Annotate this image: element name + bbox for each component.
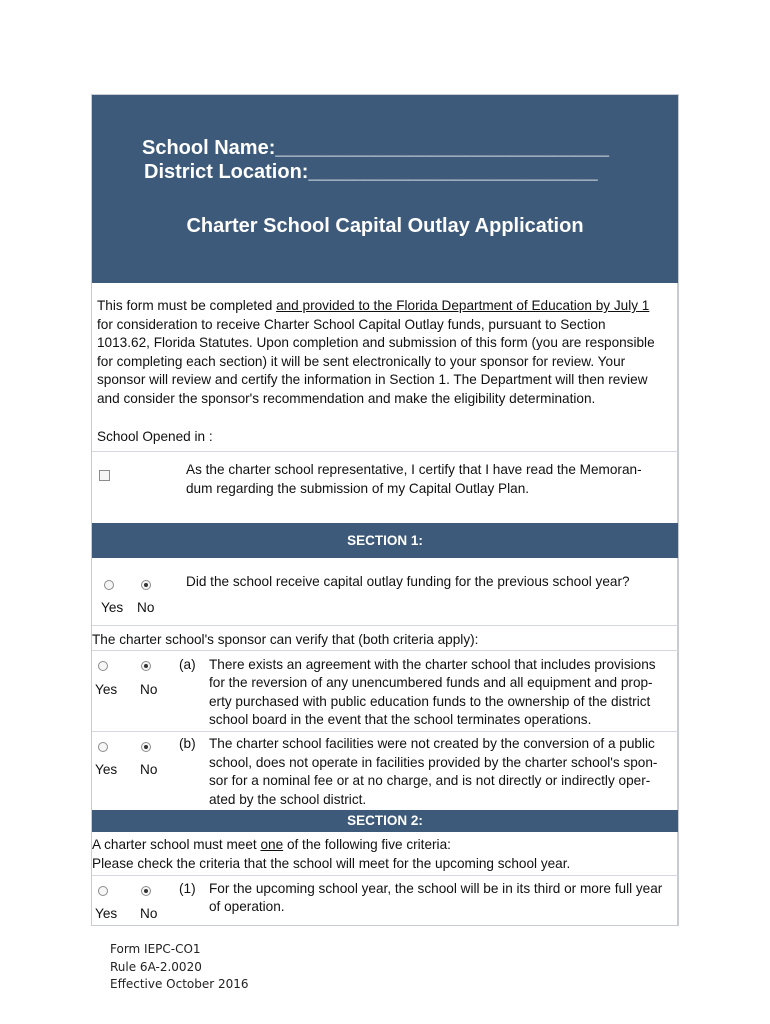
section-2-intro-emphasis: one bbox=[260, 837, 284, 852]
criteria-a-line: school board in the event that the school terminates operations. bbox=[209, 712, 592, 727]
section-2-intro-text: A charter school must meet bbox=[92, 837, 261, 852]
no-label: No bbox=[140, 682, 158, 697]
school-name-line bbox=[142, 137, 609, 160]
criteria-b-yes-radio[interactable] bbox=[98, 742, 108, 752]
criteria-b-line: sor for a nominal fee or at no charge, and is not directly or indirectly oper- bbox=[209, 773, 651, 788]
intro-line-4: for completing each section) it will be sent electronically to your sponsor for review. Your bbox=[97, 354, 626, 369]
intro-line-6: and consider the sponsor's recommendation and make the eligibility determination. bbox=[97, 391, 596, 406]
section-2-instruction: Please check the criteria that the school will meet for the upcoming school year. bbox=[92, 856, 571, 871]
divider bbox=[92, 451, 678, 452]
no-label: No bbox=[140, 762, 158, 777]
prev-funding-yes-radio[interactable] bbox=[104, 580, 114, 590]
criteria-a-line: erty purchased with public education funds to the ownership of the district bbox=[209, 694, 651, 709]
criteria-b-marker: (b) bbox=[179, 736, 196, 751]
rule-number: Rule 6A-2.0020 bbox=[110, 960, 202, 974]
intro-line-1 bbox=[97, 297, 649, 316]
criteria-b-no-radio[interactable] bbox=[141, 742, 151, 752]
form-title: Charter School Capital Outlay Application bbox=[186, 215, 584, 237]
certify-line-2: dum regarding the submission of my Capital Outlay Plan. bbox=[186, 481, 530, 496]
criteria-a-no-radio[interactable] bbox=[141, 661, 151, 671]
form-number: Form IEPC-CO1 bbox=[110, 942, 201, 956]
district-field[interactable]: __________________________ bbox=[308, 161, 598, 183]
certify-line-1: As the charter school representative, I certify that I have read the Memoran- bbox=[186, 462, 642, 477]
criteria-1-line: of operation. bbox=[209, 899, 285, 914]
criteria-b-line: school, does not operate in facilities provided by the charter school's spon- bbox=[209, 755, 658, 770]
prev-funding-no-radio[interactable] bbox=[141, 580, 151, 590]
criteria-a-yes-radio[interactable] bbox=[98, 661, 108, 671]
school-name-label: School Name: bbox=[142, 137, 276, 159]
certify-checkbox[interactable] bbox=[99, 470, 110, 481]
divider bbox=[92, 731, 678, 732]
no-label: No bbox=[140, 906, 158, 921]
no-label: No bbox=[137, 600, 155, 615]
yes-label: Yes bbox=[95, 682, 118, 697]
district-line bbox=[144, 161, 598, 184]
prev-funding-question: Did the school receive capital outlay funding for the previous school year? bbox=[186, 574, 630, 589]
divider bbox=[92, 650, 678, 651]
intro-line-1-text: This form must be completed bbox=[97, 298, 277, 313]
criteria-1-line: For the upcoming school year, the school will be in its third or more full year bbox=[209, 881, 663, 896]
criteria-1-no-radio[interactable] bbox=[141, 886, 151, 896]
criteria-1-yes-radio[interactable] bbox=[98, 886, 108, 896]
intro-line-2: for consideration to receive Charter School Capital Outlay funds, pursuant to Section bbox=[97, 317, 606, 332]
yes-label: Yes bbox=[101, 600, 124, 615]
form-header bbox=[92, 95, 678, 283]
criteria-1-marker: (1) bbox=[179, 881, 196, 896]
divider bbox=[92, 875, 678, 876]
section-2-intro-text: of the following five criteria: bbox=[283, 837, 451, 852]
effective-date: Effective October 2016 bbox=[110, 977, 249, 991]
divider bbox=[92, 625, 678, 626]
intro-line-5: sponsor will review and certify the information in Section 1. The Department will then review bbox=[97, 372, 648, 387]
criteria-a-line: There exists an agreement with the charter school that includes provisions bbox=[209, 657, 656, 672]
school-name-field[interactable]: ______________________________ bbox=[275, 137, 610, 159]
intro-line-3: 1013.62, Florida Statutes. Upon completion and submission of this form (you are responsible bbox=[97, 335, 655, 350]
section-2-intro bbox=[92, 836, 451, 855]
yes-label: Yes bbox=[95, 762, 118, 777]
section-1-heading: SECTION 1: bbox=[92, 523, 678, 558]
criteria-a-line: for the reversion of any unencumbered funds and all equipment and prop- bbox=[209, 675, 653, 690]
school-opened-label: School Opened in : bbox=[97, 429, 213, 444]
yes-label: Yes bbox=[95, 906, 118, 921]
criteria-b-line: The charter school facilities were not created by the conversion of a public bbox=[209, 736, 655, 751]
criteria-a-marker: (a) bbox=[179, 657, 196, 672]
sponsor-intro: The charter school's sponsor can verify that (both criteria apply): bbox=[92, 632, 479, 647]
district-label: District Location: bbox=[144, 161, 309, 183]
intro-deadline: and provided to the Florida Department of Education by July 1 bbox=[276, 298, 650, 313]
criteria-b-line: ated by the school district. bbox=[209, 792, 367, 807]
section-2-heading: SECTION 2: bbox=[92, 810, 678, 832]
